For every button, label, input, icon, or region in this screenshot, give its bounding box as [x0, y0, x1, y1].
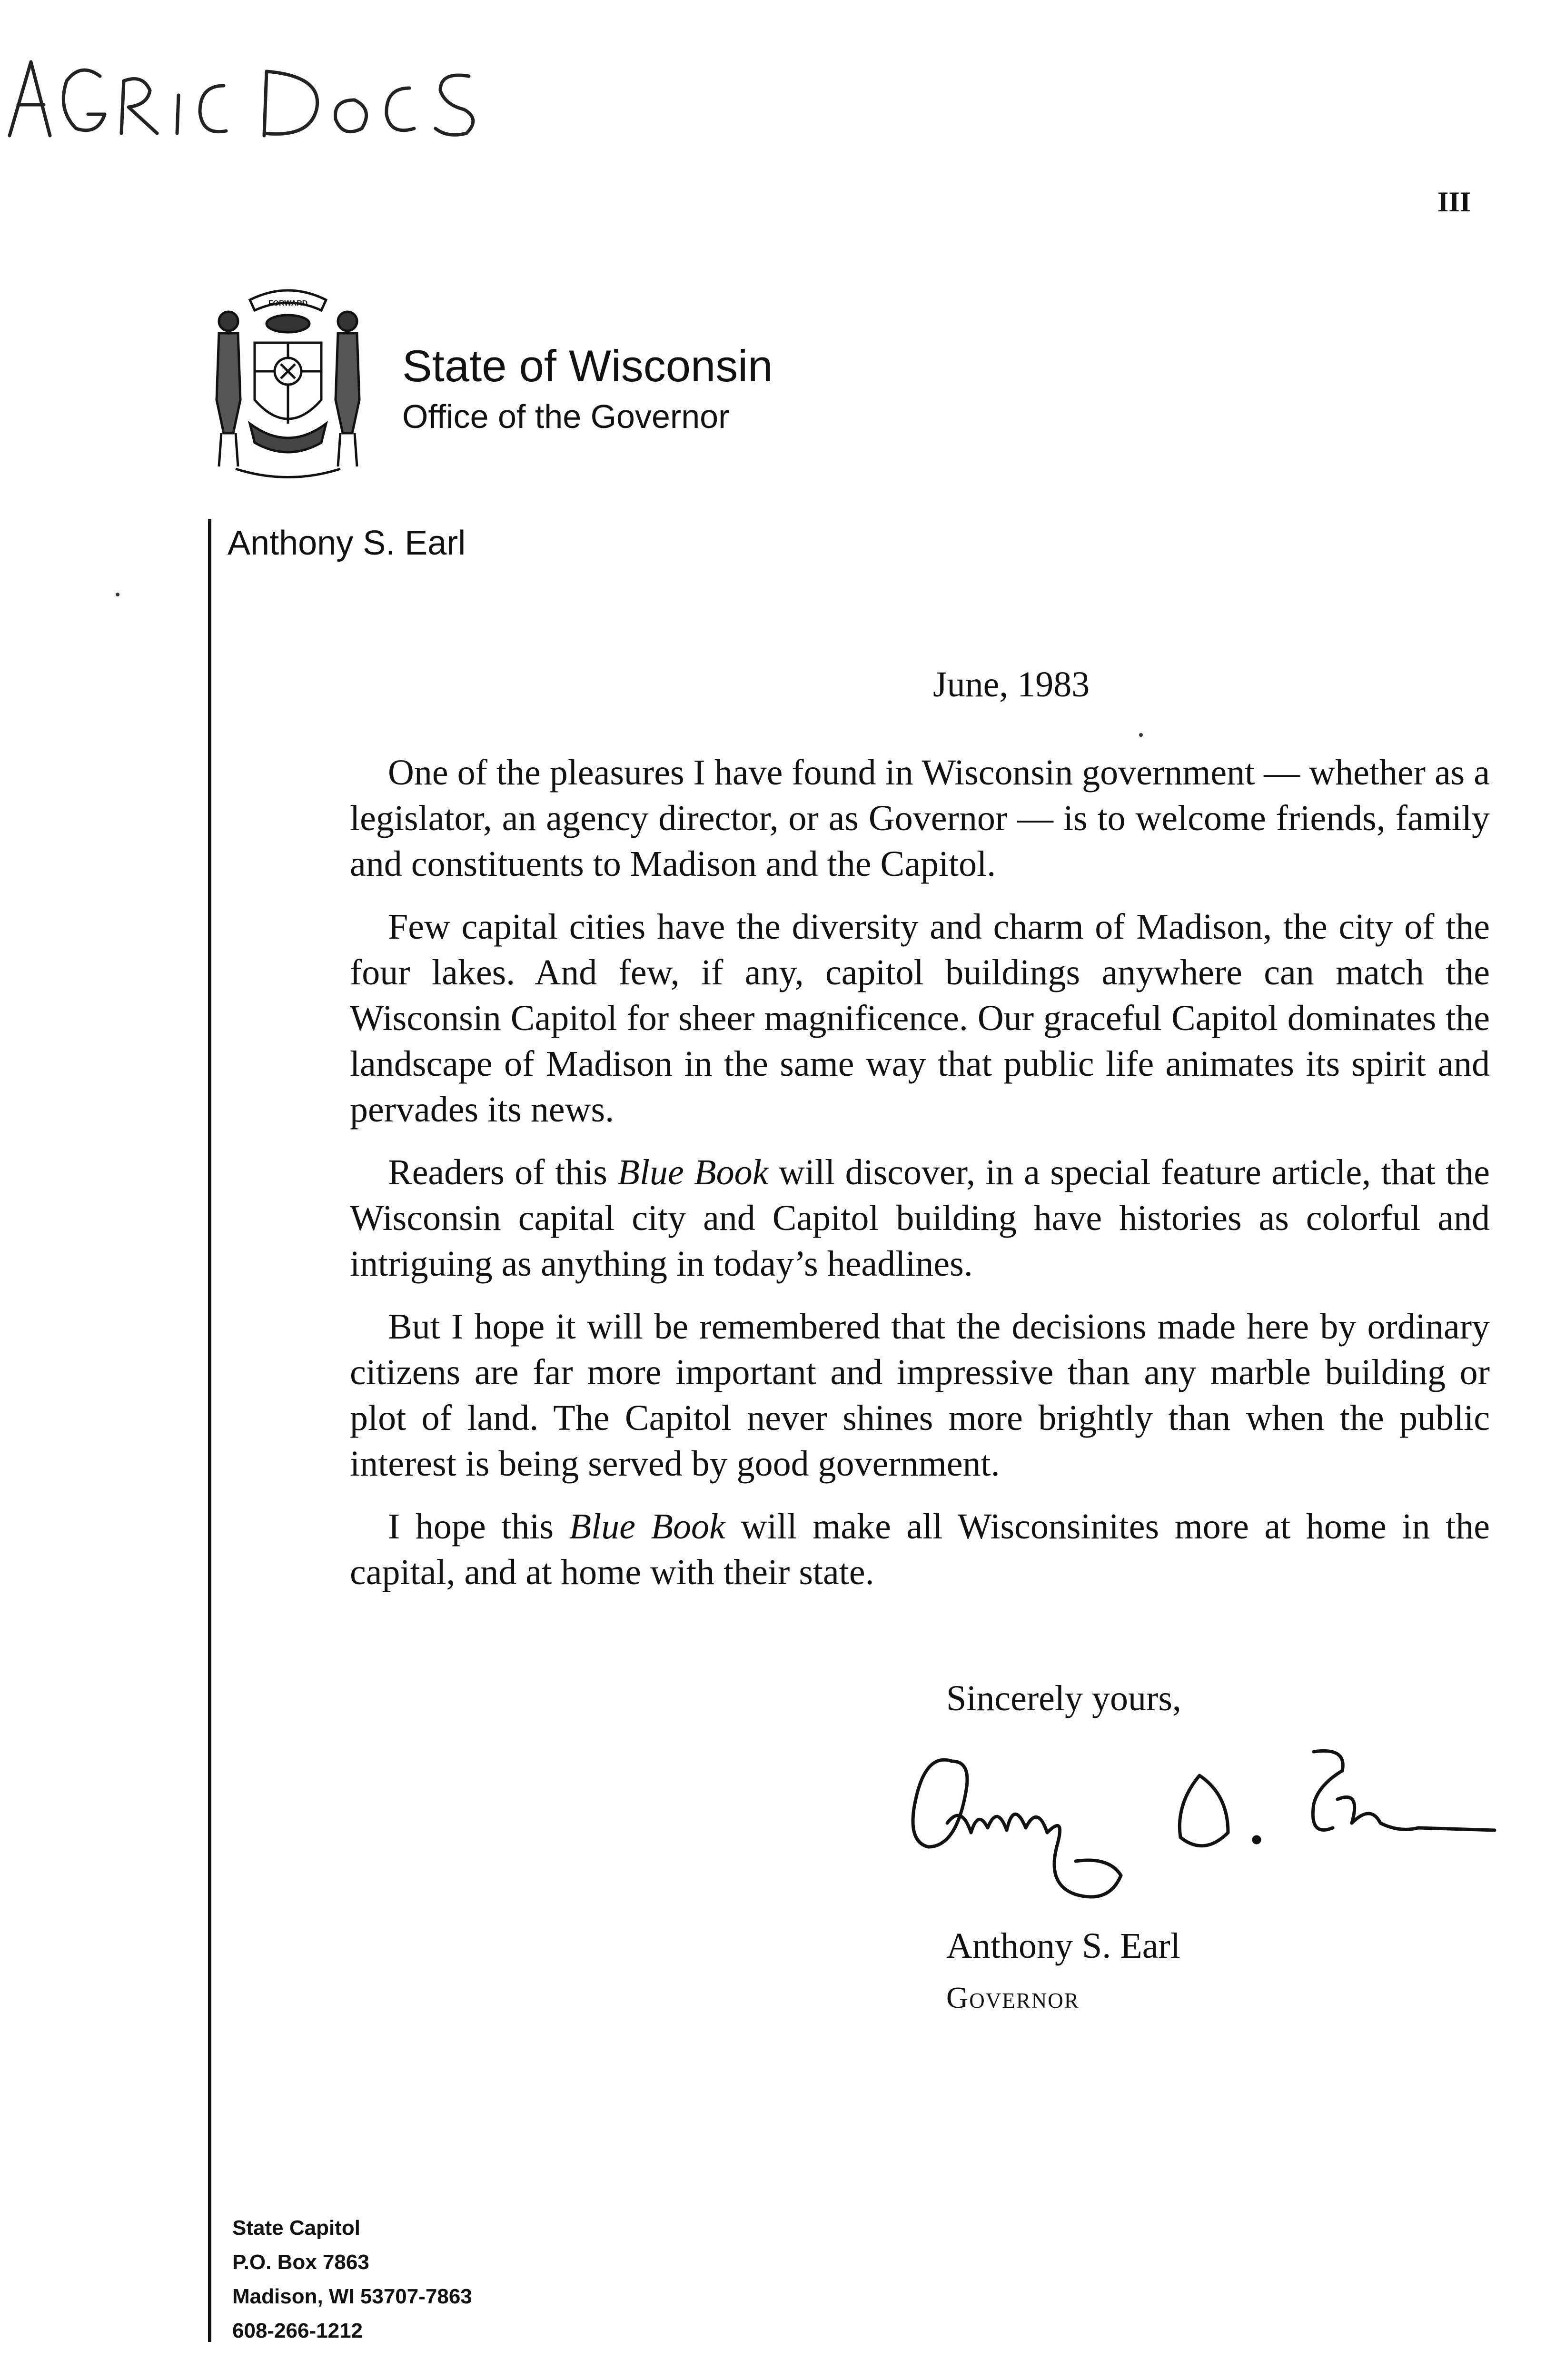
paragraph-5-rest: will make all Wisconsinites more at home in the capital, and at home with their state. [350, 1507, 1490, 1592]
return-address [232, 2211, 472, 2348]
letterhead-office: Office of the Governor [402, 398, 730, 435]
letter-date: June, 1983 [933, 664, 1090, 704]
paragraph-3 [350, 1150, 1490, 1287]
signer-name: Anthony S. Earl [946, 1926, 1180, 1966]
address-line-2: P.O. Box 7863 [232, 2251, 369, 2274]
address-line-1: State Capitol [232, 2216, 360, 2240]
paragraph-5 [350, 1504, 1490, 1595]
blue-book-title: Blue Book [569, 1507, 725, 1547]
closing: Sincerely yours, [946, 1678, 1181, 1718]
paragraph-5-lead: I hope this [388, 1507, 569, 1547]
page-number: III [1437, 186, 1471, 218]
letter-body [350, 750, 1490, 1612]
address-phone: 608-266-1212 [232, 2319, 363, 2342]
paragraph-4: But I hope it will be remembered that the decisions made here by ordinary citizens are far more important and impressive than any marble building or plot of land. The Capitol never shines more brightly than when the public interest is being served by good government. [350, 1307, 1490, 1484]
wisconsin-seal-icon [193, 281, 383, 481]
scan-speck [116, 593, 119, 596]
governor-header-name: Anthony S. Earl [228, 524, 466, 562]
seal-motto: FORWARD [268, 299, 308, 307]
paragraph-1: One of the pleasures I have found in Wisconsin government — whether as a legislator, an agency director, or as Governor — is to welcome friends, family and constituents to Madison and the Capitol. [350, 753, 1490, 884]
letterhead-state: State of Wisconsin [402, 341, 773, 391]
signer-title: Governor [946, 1981, 1080, 2014]
handwritten-note [0, 43, 524, 143]
address-line-3: Madison, WI 53707-7863 [232, 2285, 472, 2308]
signature [895, 1733, 1499, 1933]
margin-rule [208, 519, 211, 2342]
blue-book-title: Blue Book [617, 1152, 769, 1192]
paragraph-3-rest: will discover, in a special feature article, that the Wisconsin capital city and Capitol building have histories as colorful and intriguing as anything in today’s headlines. [350, 1152, 1490, 1284]
paragraph-2: Few capital cities have the diversity and charm of Madison, the city of the four lakes. And few, if any, capitol buildings anywhere can match the Wisconsin Capitol for sheer magnificence. Our graceful Capitol dominates the landscape of Madison in the same way that public life animates its spirit and pervades its news. [350, 907, 1490, 1130]
scan-speck [1139, 733, 1143, 737]
paragraph-3-lead: Readers of this [388, 1152, 618, 1192]
